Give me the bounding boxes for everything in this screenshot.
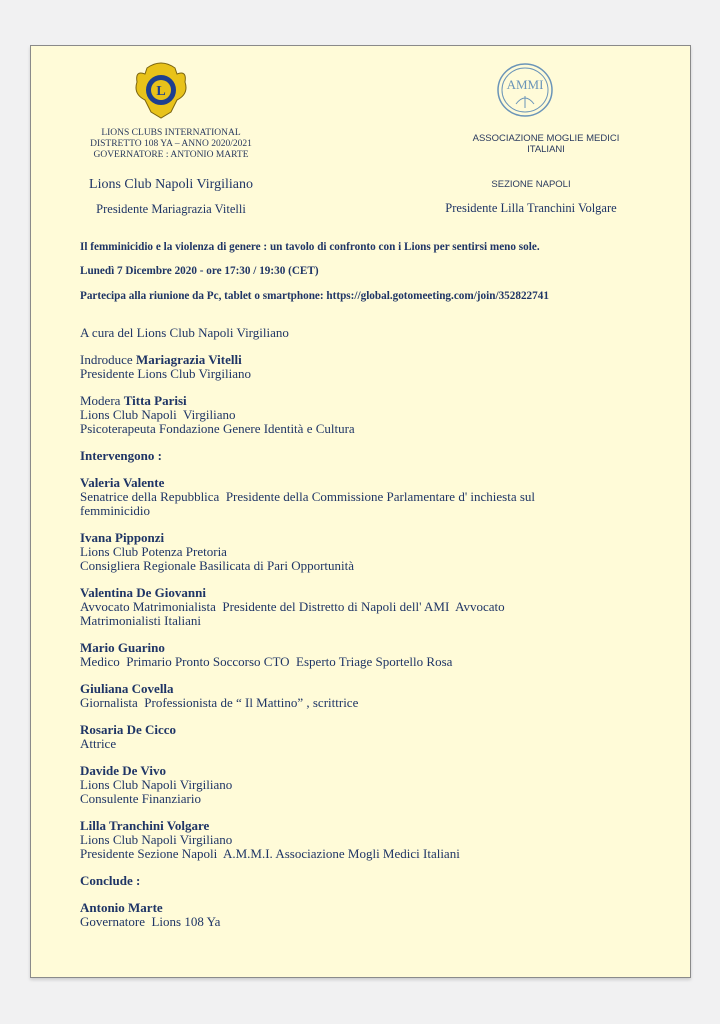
ammi-org-info <box>431 133 661 155</box>
speaker <box>80 723 680 751</box>
introducer <box>80 353 680 381</box>
org-line: ASSOCIAZIONE MOGLIE MEDICI <box>472 133 620 144</box>
club-name: Lions Club Napoli Virgiliano <box>89 177 253 192</box>
person-name: Lilla Tranchini Volgare <box>80 818 210 833</box>
person-detail: femminicidio <box>80 503 151 518</box>
person-name: Titta Parisi <box>123 393 187 408</box>
speaker <box>80 764 680 806</box>
person-detail: Senatrice della Repubblica Presidente della Commissione Parlamentare d' inchiesta sul <box>80 489 536 504</box>
person-detail: Lions Club Napoli Virgiliano <box>80 777 233 792</box>
event-title: Il femminicidio e la violenza di genere : un tavolo di confronto con i Lions per sentirsi meno sole. <box>80 241 540 253</box>
curated-by: A cura del Lions Club Napoli Virgiliano <box>80 325 289 340</box>
person-name: Davide De Vivo <box>80 763 166 778</box>
concluder <box>80 901 680 929</box>
person-detail: Governatore Lions 108 Ya <box>80 914 221 929</box>
speaker <box>80 476 680 518</box>
role-label: Indroduce <box>80 352 136 367</box>
org-line: DISTRETTO 108 YA – ANNO 2020/2021 <box>90 139 252 149</box>
person-detail: Medico Primario Pronto Soccorso CTO Esperto Triage Sportello Rosa <box>80 654 453 669</box>
speaker <box>80 682 680 710</box>
person-name: Giuliana Covella <box>80 681 174 696</box>
ammi-logo <box>496 62 554 118</box>
section-name: SEZIONE NAPOLI <box>491 179 571 190</box>
person-detail: Attrice <box>80 736 117 751</box>
person-name: Valeria Valente <box>80 475 165 490</box>
person-detail: Consigliera Regionale Basilicata di Pari Opportunità <box>80 558 355 573</box>
org-line: ITALIANI <box>527 144 565 155</box>
person-name: Rosaria De Cicco <box>80 722 177 737</box>
conclude-heading: Conclude : <box>80 873 141 888</box>
person-name: Antonio Marte <box>80 900 163 915</box>
svg-text:AMMI: AMMI <box>506 77 544 92</box>
speakers-list <box>80 476 680 861</box>
speakers-heading: Intervengono : <box>80 448 162 463</box>
org-line: GOVERNATORE : ANTONIO MARTE <box>93 150 249 160</box>
role-label: Modera <box>80 393 124 408</box>
section-president: Presidente Lilla Tranchini Volgare <box>445 201 617 215</box>
speaker <box>80 641 680 669</box>
person-detail: Matrimonialisti Italiani <box>80 613 201 628</box>
club-president: Presidente Mariagrazia Vitelli <box>96 202 246 216</box>
person-detail: Giornalista Professionista de “ Il Mattino” , scrittrice <box>80 695 359 710</box>
moderator <box>80 394 680 436</box>
person-name: Mariagrazia Vitelli <box>135 352 242 367</box>
speaker <box>80 531 680 573</box>
person-detail: Lions Club Napoli Virgiliano <box>80 832 233 847</box>
person-name: Ivana Pipponzi <box>80 530 165 545</box>
person-name: Valentina De Giovanni <box>80 585 206 600</box>
person-name: Mario Guarino <box>80 640 165 655</box>
person-detail: Presidente Sezione Napoli A.M.M.I. Associazione Mogli Medici Italiani <box>80 846 460 861</box>
program <box>80 326 680 929</box>
speaker <box>80 586 680 628</box>
speaker <box>80 819 680 861</box>
event-date: Lunedì 7 Dicembre 2020 - ore 17:30 / 19:30 (CET) <box>80 265 319 277</box>
lions-org-info <box>71 128 271 161</box>
person-detail: Consulente Finanziario <box>80 791 201 806</box>
flyer-page <box>30 45 691 978</box>
person-detail: Lions Club Potenza Pretoria <box>80 544 227 559</box>
person-detail: Lions Club Napoli Virgiliano <box>80 407 236 422</box>
person-detail: Presidente Lions Club Virgiliano <box>80 366 251 381</box>
lions-logo <box>131 60 191 120</box>
person-detail: Avvocato Matrimonialista Presidente del Distretto di Napoli dell' AMI Avvocato <box>80 599 505 614</box>
person-detail: Psicoterapeuta Fondazione Genere Identità e Cultura <box>80 421 355 436</box>
svg-text:L: L <box>156 84 166 99</box>
event-join-link[interactable]: Partecipa alla riunione da Pc, tablet o smartphone: https://global.gotomeeting.com/join/352822741 <box>80 290 549 302</box>
org-line: LIONS CLUBS INTERNATIONAL <box>101 128 241 138</box>
